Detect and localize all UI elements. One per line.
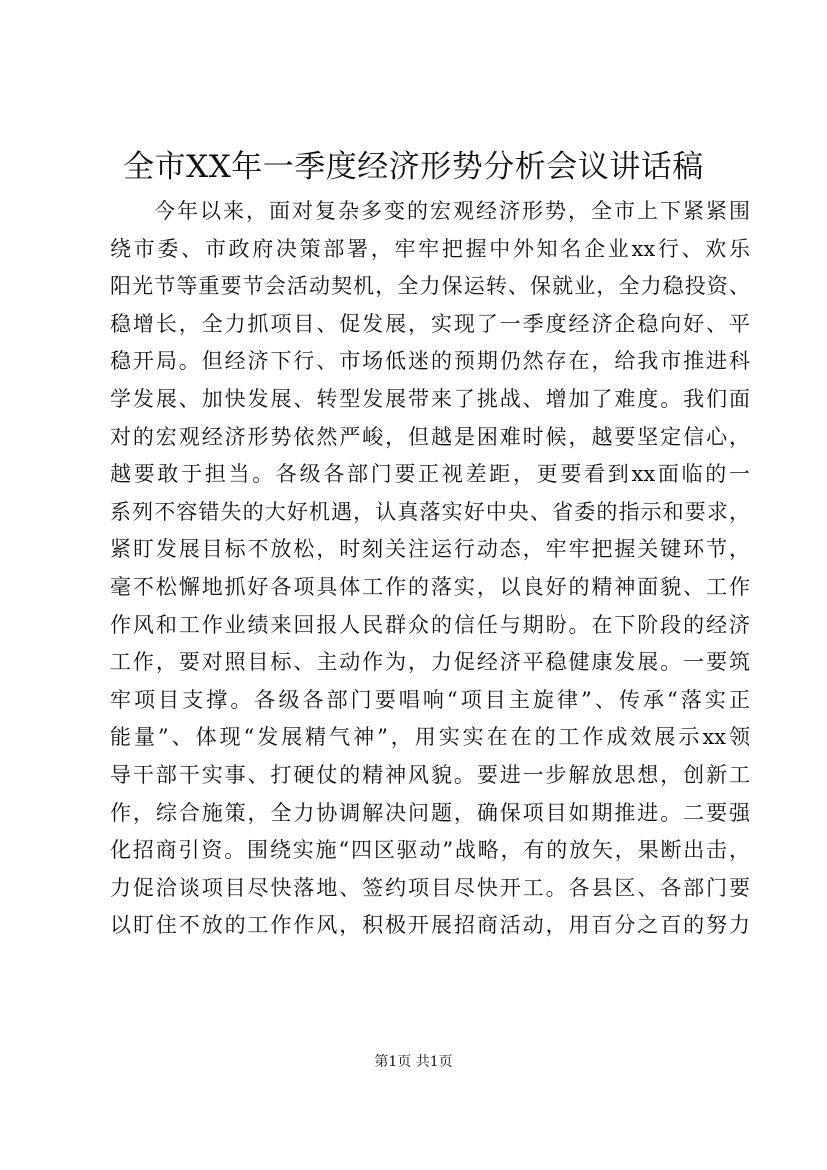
body-line: 对的宏观经济形势依然严峻，但越是困难时候，越要坚定信心， — [110, 424, 750, 449]
page-footer: 第1页 共1页 — [374, 1054, 453, 1070]
body-line: 作风和工作业绩来回报人民群众的信任与期盼。在下阶段的经济 — [110, 612, 750, 637]
body-line: 能量”、体现“发展精气神”，用实实在在的工作成效展示xx领 — [110, 725, 750, 750]
body-line: 系列不容错失的大好机遇，认真落实好中央、省委的指示和要求， — [110, 499, 750, 524]
document-title: 全市XX年一季度经济形势分析会议讲话稿 — [123, 149, 704, 185]
body-line: 今年以来，面对复杂多变的宏观经济形势，全市上下紧紧围 — [154, 199, 750, 223]
body-line: 牢项目支撑。各级各部门要唱响“项目主旋律”、传承“落实正 — [110, 687, 750, 712]
body-line: 稳开局。但经济下行、市场低迷的预期仍然存在，给我市推进科 — [110, 349, 750, 374]
body-line: 越要敢于担当。各级各部门要正视差距，更要看到xx面临的一 — [110, 462, 750, 487]
body-line: 导干部干实事、打硬仗的精神风貌。要进一步解放思想，创新工 — [110, 762, 750, 787]
document-body — [110, 193, 750, 945]
body-line: 稳增长，全力抓项目、促发展，实现了一季度经济企稳向好、平 — [110, 311, 750, 336]
body-line: 阳光节等重要节会活动契机，全力保运转、保就业，全力稳投资、 — [110, 274, 750, 299]
body-line: 紧盯发展目标不放松，时刻关注运行动态，牢牢把握关键环节， — [110, 537, 750, 562]
body-line: 力促洽谈项目尽快落地、签约项目尽快开工。各县区、各部门要 — [110, 875, 750, 900]
body-line: 工作，要对照目标、主动作为，力促经济平稳健康发展。一要筑 — [110, 650, 750, 675]
body-line: 毫不松懈地抓好各项具体工作的落实，以良好的精神面貌、工作 — [110, 574, 750, 599]
body-line: 化招商引资。围绕实施“四区驱动”战略，有的放矢，果断出击， — [110, 838, 750, 863]
body-line: 学发展、加快发展、转型发展带来了挑战、增加了难度。我们面 — [110, 386, 750, 411]
body-line: 作，综合施策，全力协调解决问题，确保项目如期推进。二要强 — [110, 800, 750, 825]
body-line: 以盯住不放的工作作风，积极开展招商活动，用百分之百的努力 — [110, 913, 750, 938]
body-line: 绕市委、市政府决策部署，牢牢把握中外知名企业xx行、欢乐 — [110, 236, 750, 261]
